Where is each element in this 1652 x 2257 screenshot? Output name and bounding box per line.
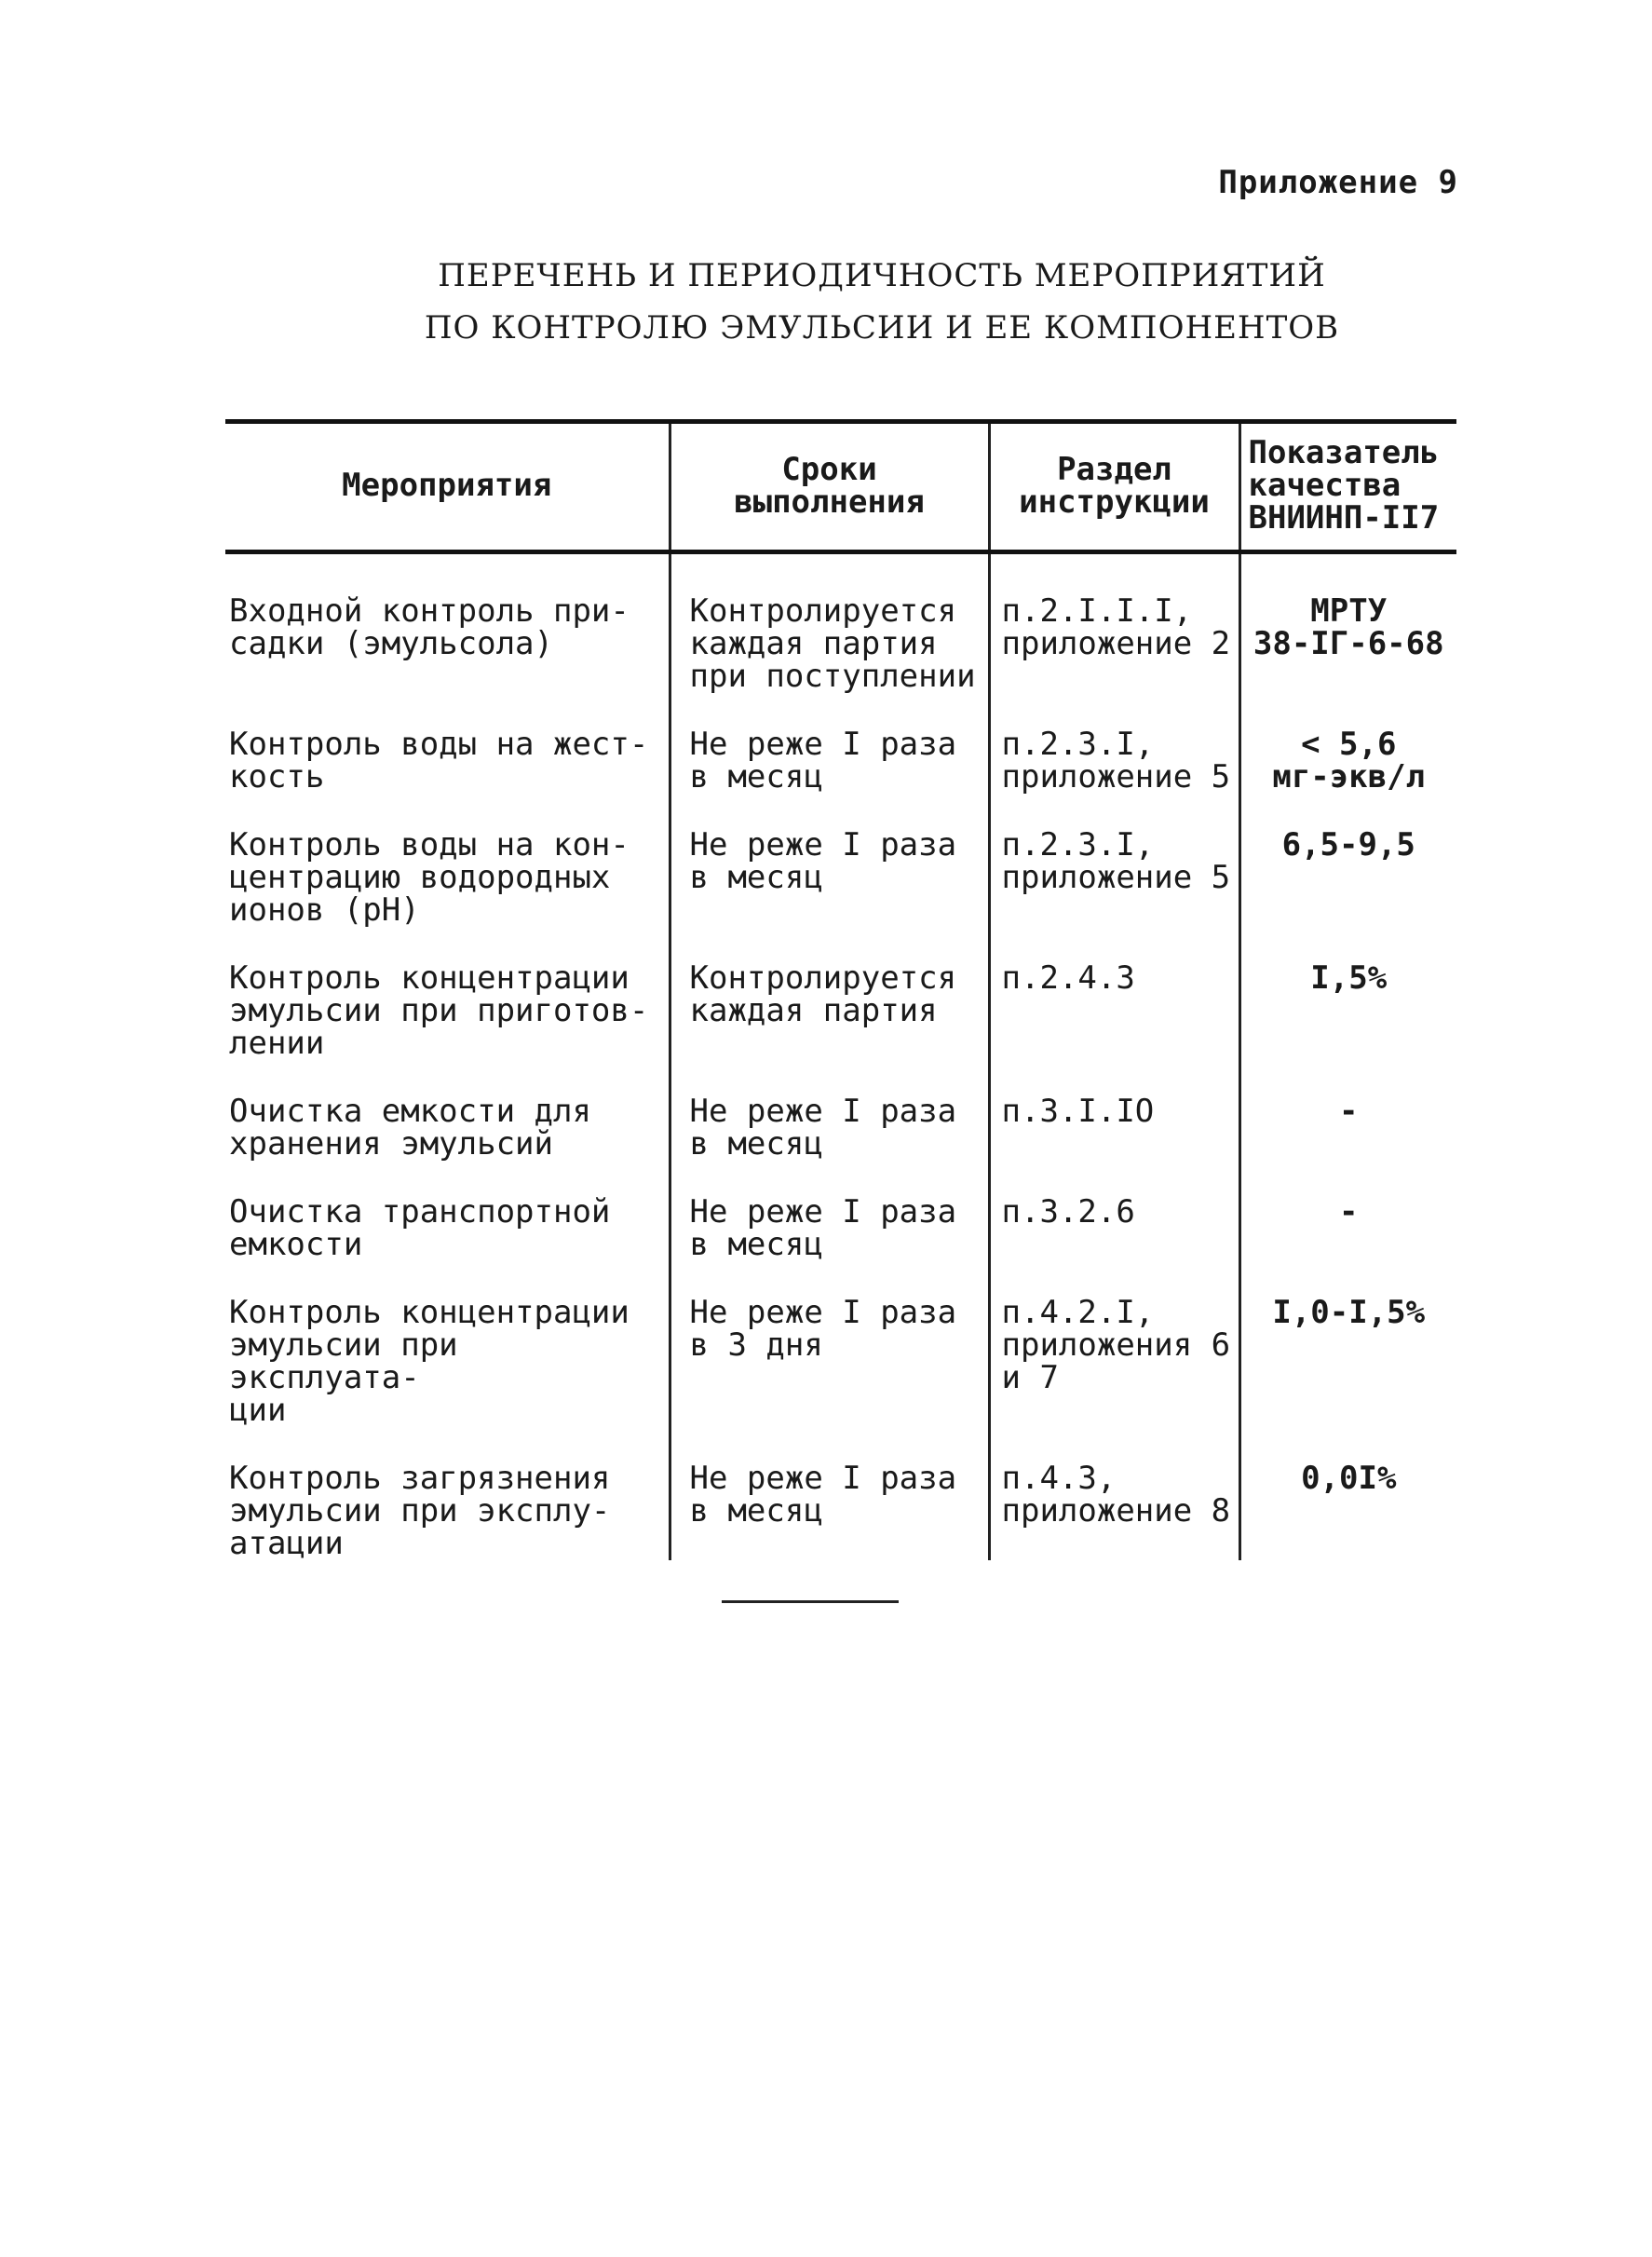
cell-section: п.2.4.3	[989, 962, 1239, 1095]
cell-indicator: I,0-I,5%	[1239, 1297, 1456, 1462]
table-row	[225, 1462, 1456, 1560]
table-header-row	[225, 422, 1456, 552]
cell-section: п.2.3.I, приложение 5	[989, 728, 1239, 829]
cell-section: п.2.3.I, приложение 5	[989, 829, 1239, 962]
cell-activity: Входной контроль при- садки (эмульсола)	[229, 592, 630, 662]
cell-timing: Контролируется каждая партия при поступлении	[670, 552, 989, 729]
table-row	[225, 962, 1456, 1095]
activities-table	[225, 419, 1456, 1560]
appendix-label: Приложение 9	[1218, 164, 1458, 201]
table-row	[225, 1196, 1456, 1297]
end-divider	[722, 1600, 899, 1603]
table-body	[225, 552, 1456, 1561]
cell-timing: Не реже I раза в 3 дня	[670, 1297, 989, 1462]
table-header	[225, 422, 1456, 552]
table-row	[225, 829, 1456, 962]
cell-activity: Контроль воды на кон- центрацию водородных ионов (pH)	[229, 826, 630, 929]
cell-indicator: МРТУ 38-IГ-6-68	[1239, 552, 1456, 729]
cell-activity: Очистка емкости для хранения эмульсий	[229, 1093, 591, 1162]
cell-activity: Контроль воды на жест- кость	[229, 726, 649, 795]
cell-timing: Не реже I раза в месяц	[670, 1095, 989, 1196]
table-row	[225, 1095, 1456, 1196]
activities-table-container	[225, 419, 1456, 1560]
document-title-line-1: ПЕРЕЧЕНЬ И ПЕРИОДИЧНОСТЬ МЕРОПРИЯТИЙ	[438, 257, 1326, 294]
cell-section: п.4.2.I, приложения 6 и 7	[989, 1297, 1239, 1462]
header-indicator: Показатель качества ВНИИНП-II7	[1239, 422, 1456, 552]
cell-indicator: -	[1239, 1196, 1456, 1297]
cell-activity: Контроль загрязнения эмульсии при эксплу- атации	[229, 1460, 611, 1562]
cell-section: п.2.I.I.I, приложение 2	[989, 552, 1239, 729]
cell-indicator: -	[1239, 1095, 1456, 1196]
cell-timing: Не реже I раза в месяц	[670, 829, 989, 962]
cell-section: п.3.2.6	[989, 1196, 1239, 1297]
cell-activity: Контроль концентрации эмульсии при приготов- лении	[229, 959, 649, 1062]
cell-indicator: I,5%	[1239, 962, 1456, 1095]
cell-timing: Контролируется каждая партия	[670, 962, 989, 1095]
cell-timing: Не реже I раза в месяц	[670, 1196, 989, 1297]
cell-activity: Очистка транспортной емкости	[229, 1193, 611, 1263]
cell-indicator: 6,5-9,5	[1239, 829, 1456, 962]
header-section: Раздел инструкции	[989, 422, 1239, 552]
cell-timing: Не реже I раза в месяц	[670, 728, 989, 829]
cell-activity: Контроль концентрации эмульсии при эксплуата- ции	[229, 1294, 630, 1429]
document-title-line-2: ПО КОНТРОЛЮ ЭМУЛЬСИИ И ЕЕ КОМПОНЕНТОВ	[424, 309, 1340, 347]
header-activities: Мероприятия	[342, 467, 552, 504]
table-row	[225, 1297, 1456, 1462]
header-timing: Сроки выполнения	[670, 422, 989, 552]
document-title	[0, 250, 1652, 354]
table-row	[225, 552, 1456, 729]
cell-section: п.3.I.IO	[989, 1095, 1239, 1196]
cell-indicator: 0,0I%	[1239, 1462, 1456, 1560]
cell-section: п.4.3, приложение 8	[989, 1462, 1239, 1560]
table-row	[225, 728, 1456, 829]
cell-indicator: < 5,6 мг-экв/л	[1239, 728, 1456, 829]
cell-timing: Не реже I раза в месяц	[670, 1462, 989, 1560]
